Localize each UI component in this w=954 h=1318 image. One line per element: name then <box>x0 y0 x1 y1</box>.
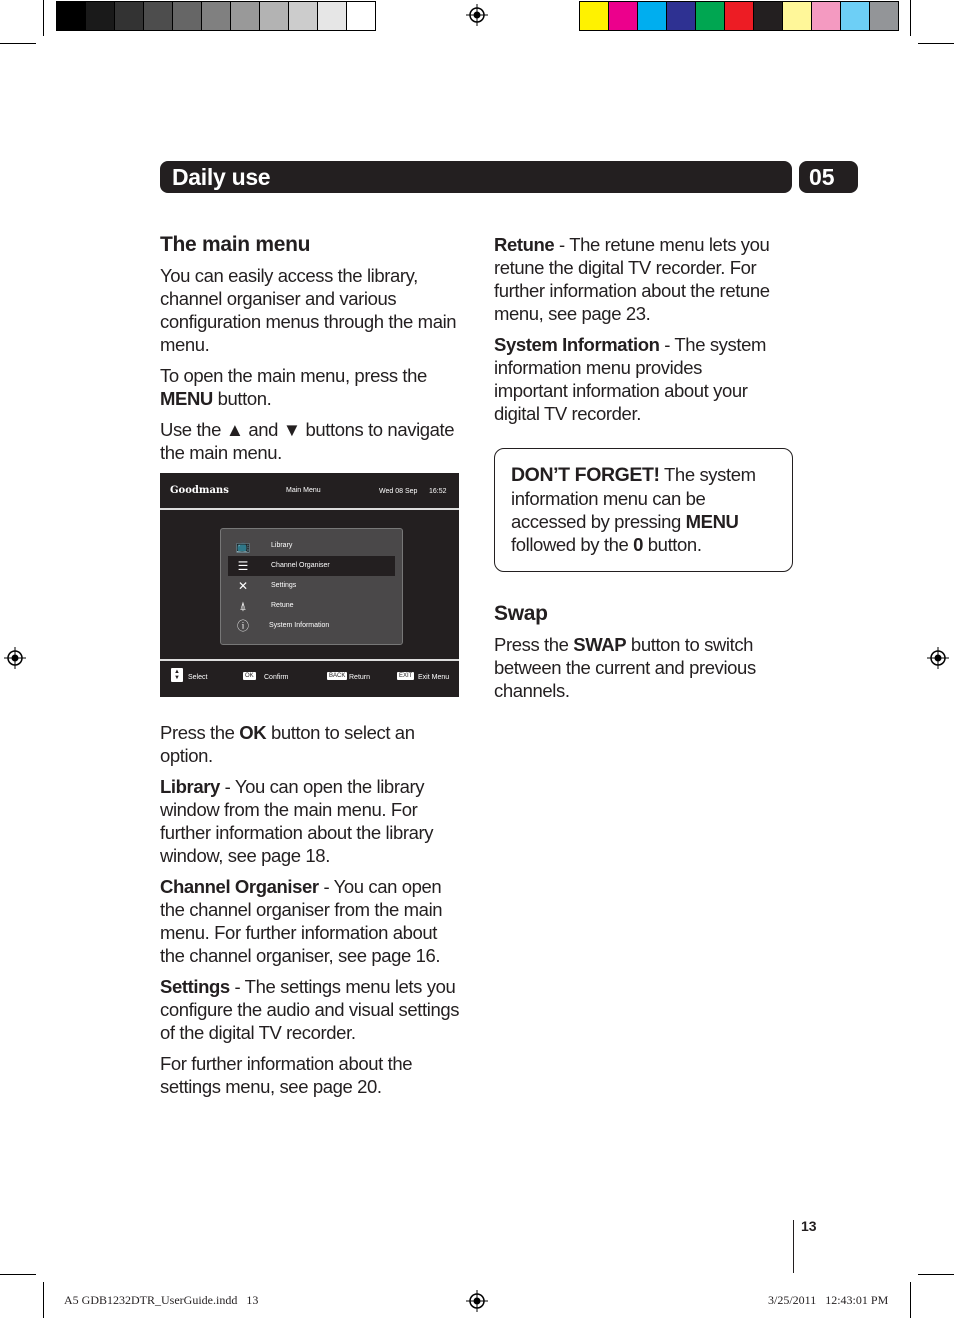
main-menu-heading: The main menu <box>160 233 311 256</box>
sysinfo-term: System Information <box>494 334 660 355</box>
menu-item-label: Retune <box>271 602 294 609</box>
retune-term: Retune <box>494 234 555 255</box>
tv-icon: 📺 <box>235 539 251 553</box>
color-swatch <box>609 2 638 30</box>
intro-paragraph: You can easily access the library, channel organiser and various configuration menus through the main menu. <box>160 265 457 355</box>
color-swatch <box>144 2 173 30</box>
text: and <box>243 419 283 440</box>
crop-mark <box>0 1274 36 1275</box>
right-column <box>494 233 779 433</box>
crop-mark <box>918 43 954 44</box>
color-swatch <box>696 2 725 30</box>
menu-key: MENU <box>685 511 739 532</box>
exit-menu-label: Exit Menu <box>418 674 450 681</box>
registration-mark-icon <box>4 647 26 669</box>
color-swatch <box>783 2 812 30</box>
slug-right: 3/25/2011 12:43:01 PM <box>768 1293 889 1307</box>
crop-mark <box>910 0 911 36</box>
text: Use the <box>160 419 226 440</box>
organiser-paragraph <box>160 875 460 967</box>
organiser-term: Channel Organiser <box>160 876 319 897</box>
text: - The retune menu lets you retune the digital TV recorder. For further information about the retune menu, see page 23. <box>494 234 770 324</box>
text: button to switch between the current and previous channels. <box>494 634 756 701</box>
color-swatch <box>841 2 870 30</box>
text: The system information menu can be accessed by pressing <box>511 464 756 532</box>
color-swatch <box>638 2 667 30</box>
swap-key: SWAP <box>573 634 627 655</box>
color-swatch <box>115 2 144 30</box>
color-swatch <box>260 2 289 30</box>
color-swatch <box>202 2 231 30</box>
color-swatch <box>86 2 115 30</box>
sysinfo-paragraph <box>494 333 779 425</box>
ok-paragraph <box>160 721 460 767</box>
antenna-icon: ⍋ <box>239 599 247 613</box>
down-arrow-icon: ▼ <box>282 419 301 440</box>
menu-item-label: Settings <box>271 582 297 589</box>
color-swatch <box>173 2 202 30</box>
back-key: BACK <box>329 673 346 679</box>
menu-item-label: Channel Organiser <box>271 562 330 569</box>
screen-title: Main Menu <box>286 487 321 494</box>
color-swatch <box>812 2 841 30</box>
text: Press the <box>160 722 240 743</box>
left-column-lower <box>160 721 460 1106</box>
color-swatch <box>289 2 318 30</box>
library-term: Library <box>160 776 220 797</box>
text: buttons to navigate the main menu. <box>160 419 455 463</box>
confirm-label: Confirm <box>264 674 289 681</box>
crop-mark <box>43 0 44 36</box>
color-swatch <box>318 2 347 30</box>
up-arrow-icon: ▲ <box>225 419 244 440</box>
color-swatch <box>754 2 783 30</box>
main-menu-screenshot <box>160 473 459 697</box>
zero-key: 0 <box>633 534 644 555</box>
swap-section <box>494 602 779 710</box>
registration-mark-icon <box>466 1290 488 1312</box>
color-swatch <box>870 2 898 30</box>
menu-item-retune[interactable] <box>221 596 402 616</box>
return-label: Return <box>349 674 371 681</box>
page-number-rule <box>793 1220 794 1273</box>
menu-item-channel-organiser[interactable] <box>228 556 395 576</box>
open-menu-paragraph <box>160 364 460 410</box>
section-title: Daily use <box>172 164 271 190</box>
color-swatch <box>725 2 754 30</box>
callout-text <box>511 463 781 556</box>
screen-date: Wed 08 Sep <box>379 488 418 495</box>
color-swatch <box>580 2 609 30</box>
registration-mark-icon <box>927 647 949 669</box>
crop-mark <box>918 1274 954 1275</box>
settings-term: Settings <box>160 976 230 997</box>
callout-title: DON’T FORGET! <box>511 464 660 486</box>
registration-mark-icon <box>466 4 488 26</box>
color-swatch <box>667 2 696 30</box>
menu-item-library[interactable] <box>221 536 402 556</box>
text: - The system information menu provides important information about your digital TV recorder. <box>494 334 767 424</box>
text: - You can open the library window from the main menu. For further information about the library window, see page 18. <box>160 776 434 866</box>
text: Press the <box>494 634 574 655</box>
text: button. <box>212 388 272 409</box>
exit-key: EXIT <box>399 673 413 679</box>
text: - The settings menu lets you configure the audio and visual settings of the digital TV recorder. <box>160 976 460 1043</box>
settings-paragraph <box>160 975 460 1044</box>
screen-time: 16:52 <box>429 488 447 495</box>
brand-logo: Goodmans <box>170 485 229 496</box>
page-number: 13 <box>801 1218 817 1234</box>
text: button. <box>643 534 702 555</box>
menu-item-label: Library <box>271 542 293 549</box>
text: To open the main menu, press the <box>160 365 427 386</box>
retune-paragraph <box>494 233 779 325</box>
chapter-number: 05 <box>809 164 835 190</box>
tools-icon: ✕ <box>237 579 249 593</box>
color-swatch <box>231 2 260 30</box>
menu-item-label: System Information <box>269 622 330 629</box>
color-bar <box>579 1 899 31</box>
up-down-key-icon: ▲ ▼ <box>171 668 183 682</box>
color-swatch <box>57 2 86 30</box>
select-label: Select <box>188 674 208 681</box>
menu-panel <box>220 528 403 645</box>
menu-item-settings[interactable] <box>221 576 402 596</box>
library-paragraph <box>160 775 460 867</box>
text: button to select an option. <box>160 722 415 766</box>
navigate-paragraph <box>160 418 460 464</box>
color-swatch <box>347 2 375 30</box>
text: followed by the <box>511 534 634 555</box>
slug-left: A5 GDB1232DTR_UserGuide.indd 13 <box>64 1293 259 1307</box>
settings-more-paragraph: For further information about the settings menu, see page 20. <box>160 1053 413 1097</box>
grayscale-bar <box>56 1 376 31</box>
organiser-icon: ☰ <box>237 559 249 573</box>
info-icon: ⓘ <box>236 619 249 633</box>
chapter-number-box <box>799 161 858 193</box>
left-column <box>160 233 460 472</box>
menu-key: MENU <box>160 388 213 409</box>
crop-mark <box>0 43 36 44</box>
text: - You can open the channel organiser from the main menu. For further information about the channel organiser, see page 16. <box>160 876 443 966</box>
swap-heading: Swap <box>494 602 548 625</box>
ok-key-text: OK <box>239 722 267 743</box>
swap-paragraph <box>494 633 779 702</box>
ok-key: OK <box>245 673 254 679</box>
dont-forget-callout <box>494 448 793 572</box>
crop-mark <box>43 1282 44 1318</box>
screen-header <box>160 473 459 510</box>
menu-item-system-information[interactable] <box>221 616 402 636</box>
crop-mark <box>910 1282 911 1318</box>
section-header-bar <box>160 161 792 193</box>
screen-footer <box>160 659 459 697</box>
